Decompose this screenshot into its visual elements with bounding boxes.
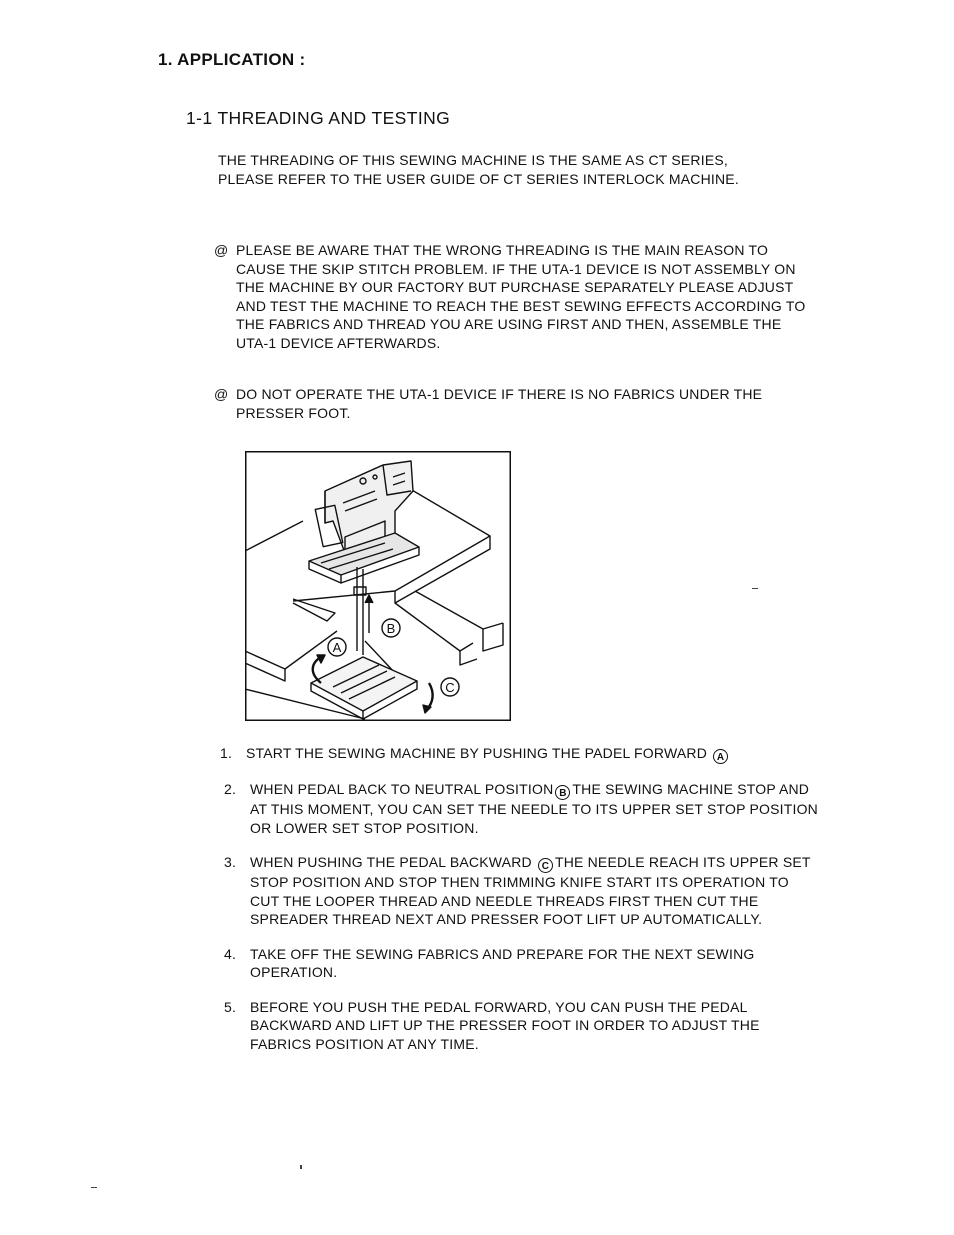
note-mark: @: [214, 386, 229, 402]
list-item: [224, 780, 820, 837]
note-operation-warning: [214, 385, 814, 422]
note-mark: @: [214, 242, 229, 258]
step-number: 3.: [224, 854, 237, 870]
subsection-heading: 1-1 THREADING AND TESTING: [186, 108, 451, 128]
scan-speck: [91, 1187, 97, 1188]
list-item: [224, 945, 820, 982]
label-a: A: [332, 640, 342, 655]
step-text: TAKE OFF THE SEWING FABRICS AND PREPARE FOR THE NEXT SEWING OPERATION.: [250, 945, 755, 980]
step-text: BEFORE YOU PUSH THE PEDAL FORWARD, YOU CAN PUSH THE PEDAL BACKWARD AND LIFT UP THE PRESSER FOOT IN ORDER TO ADJUST THE FABRICS POSITION AT ANY TIME.: [250, 998, 760, 1052]
step-number: 1.: [220, 745, 233, 761]
note-threading-warning: [214, 241, 814, 352]
note-text: PLEASE BE AWARE THAT THE WRONG THREADING IS THE MAIN REASON TO CAUSE THE SKIP STITCH PROBLEM. IF THE UTA-1 DEVICE IS NOT ASSEMBLY ON THE MACHINE BY OUR FACTORY BUT PURCHASE SEPARATELY PLEASE ADJUST AND TEST THE MACHINE TO REACH THE BEST SEWING EFFECTS ACCORDING TO THE FABRICS AND THREAD YOU ARE USING FIRST AND THEN, ASSEMBLE THE UTA-1 DEVICE AFTERWARDS.: [236, 242, 806, 351]
list-item: [224, 998, 820, 1054]
step-number: 2.: [224, 781, 237, 797]
intro-paragraph: THE THREADING OF THIS SEWING MACHINE IS THE SAME AS CT SERIES, PLEASE REFER TO THE USER GUIDE OF CT SERIES INTERLOCK MACHINE.: [218, 152, 739, 187]
list-item: [224, 853, 820, 929]
scan-speck: [300, 1165, 302, 1169]
mark-a: A: [713, 749, 728, 764]
label-b: B: [386, 621, 396, 636]
scan-speck: [752, 588, 758, 589]
step-number: 5.: [224, 998, 237, 1015]
steps-list: [220, 744, 820, 1053]
mark-c: C: [538, 858, 553, 873]
list-item: [220, 744, 820, 764]
step-number: 4.: [224, 945, 237, 962]
label-c: C: [445, 680, 455, 695]
step-text: START THE SEWING MACHINE BY PUSHING THE PADEL FORWARD A: [246, 744, 820, 764]
section-heading: 1. APPLICATION :: [158, 50, 306, 69]
sewing-machine-illustration: [245, 451, 511, 721]
step-text: WHEN PEDAL BACK TO NEUTRAL POSITION B THE SEWING MACHINE STOP AND AT THIS MOMENT, YOU CAN SET THE NEEDLE TO ITS UPPER SET STOP POSITION OR LOWER SET STOP POSITION.: [250, 781, 818, 836]
note-text: DO NOT OPERATE THE UTA-1 DEVICE IF THERE IS NO FABRICS UNDER THE PRESSER FOOT.: [236, 386, 763, 421]
mark-b: B: [555, 785, 570, 800]
step-text: WHEN PUSHING THE PEDAL BACKWARD C THE NEEDLE REACH ITS UPPER SET STOP POSITION AND STOP THEN TRIMMING KNIFE START ITS OPERATION TO CUT THE LOOPER THREAD AND NEEDLE THREADS FIRST THEN CUT THE SPREADER THREAD NEXT AND PRESSER FOOT LIFT UP AUTOMATICALLY.: [250, 854, 811, 927]
